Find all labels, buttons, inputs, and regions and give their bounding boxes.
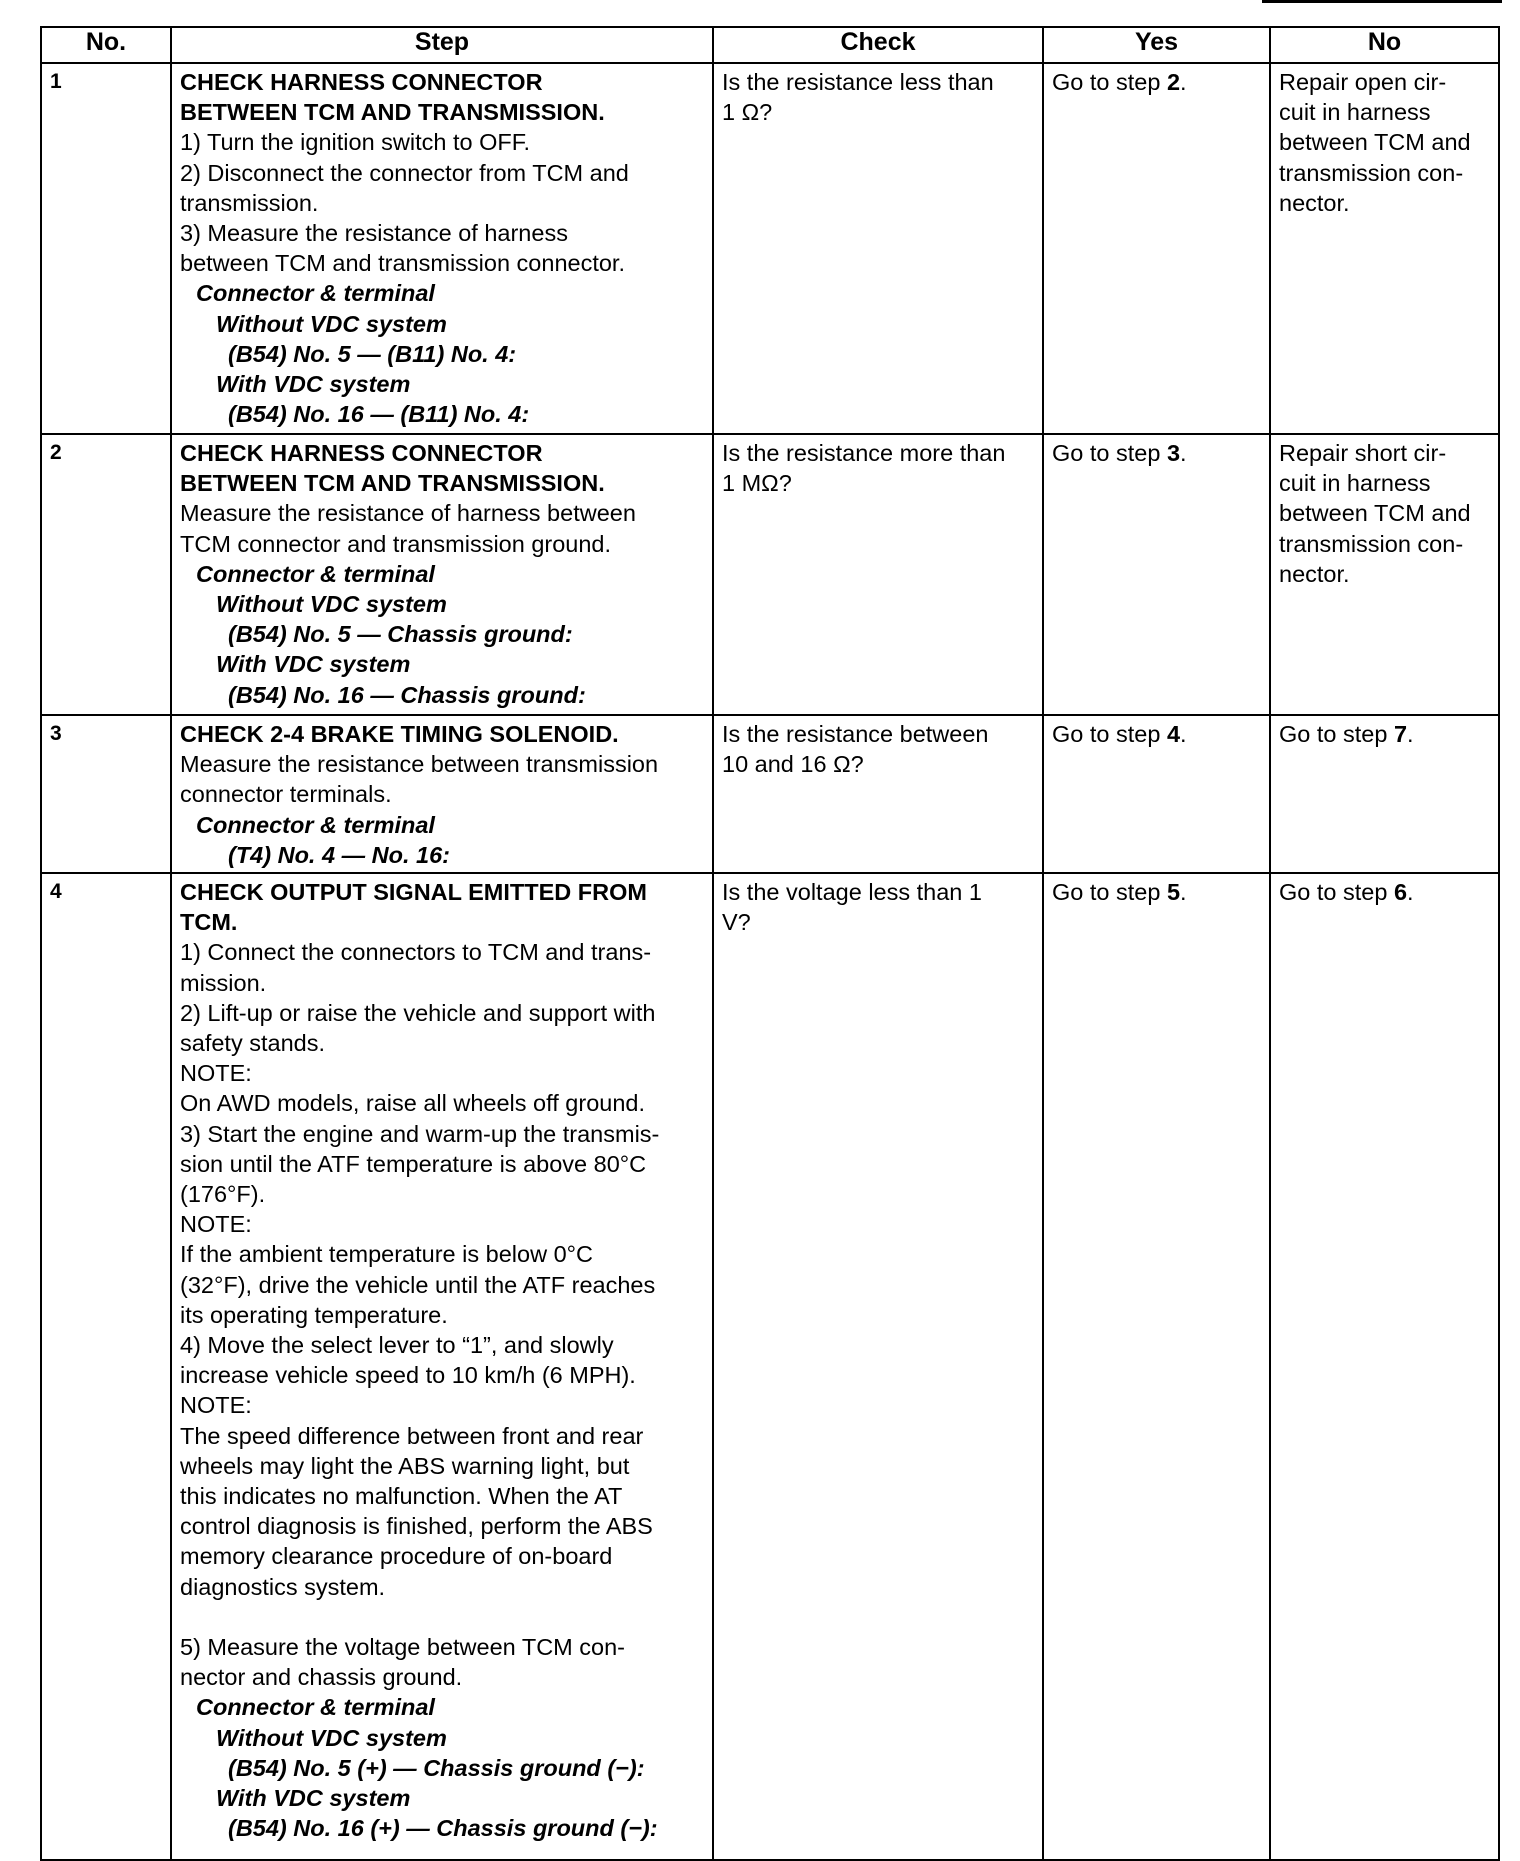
terminal-system: With VDC system [216,371,411,398]
step-line: 5) Measure the voltage between TCM con- [180,1633,625,1660]
step-line: 2) Disconnect the connector from TCM and [180,159,629,186]
yes-step-number: 3 [1166,440,1181,466]
step-title: CHECK HARNESS CONNECTOR [180,69,543,95]
terminal-system: Without VDC system [216,591,447,618]
step-title: CHECK OUTPUT SIGNAL EMITTED FROM [180,879,647,906]
terminal-system: With VDC system [216,651,411,678]
yes-text-end: . [1180,879,1187,906]
step-number: 3 [41,715,171,873]
table-row [41,434,1499,715]
step-line: diagnostics system. [180,1573,386,1600]
step-line: 2) Lift-up or raise the vehicle and support with [180,999,656,1026]
step-line: NOTE: [180,1060,252,1087]
step-line: 1) Turn the ignition switch to OFF. [180,129,531,156]
step-line: On AWD models, raise all wheels off ground. [180,1090,645,1117]
no-cell [1270,715,1499,873]
step-line: TCM connector and transmission ground. [180,530,612,557]
table-row [41,715,1499,873]
terminal-label: Connector & terminal [196,560,435,587]
no-text: Go to step [1279,879,1394,906]
step-line: nector and chassis ground. [180,1664,463,1691]
header-no-action: No [1270,27,1499,63]
step-line: Measure the resistance between transmission [180,751,659,778]
no-step-number: 7 [1393,721,1408,747]
step-line: NOTE: [180,1392,252,1419]
blank-line [180,1602,704,1632]
step-title: BETWEEN TCM AND TRANSMISSION. [180,470,605,497]
step-cell [171,63,713,434]
yes-text: Go to step [1052,69,1167,95]
step-title: CHECK HARNESS CONNECTOR [180,440,543,466]
no-action-text: cuit in harness [1279,470,1431,497]
check-text: V? [722,909,751,936]
no-cell [1270,434,1499,715]
header-step: Step [171,27,713,63]
no-text-end: . [1407,721,1414,747]
step-cell [171,434,713,715]
terminal-system: With VDC system [216,1784,411,1811]
step-cell [171,715,713,873]
step-line: sion until the ATF temperature is above 80°C [180,1150,647,1177]
step-title: BETWEEN TCM AND TRANSMISSION. [180,99,605,126]
step-line: safety stands. [180,1030,325,1057]
step-line: (176°F). [180,1181,266,1208]
step-number: 1 [41,63,171,434]
no-action-text: nector. [1279,189,1350,216]
terminal-spec: (B54) No. 5 (+) — Chassis ground (−): [228,1754,645,1781]
header-rule [1262,0,1502,3]
yes-cell [1043,63,1270,434]
step-line: 1) Connect the connectors to TCM and trans- [180,939,652,966]
step-title: CHECK 2-4 BRAKE TIMING SOLENOID. [180,721,619,747]
step-line: NOTE: [180,1211,252,1238]
check-text: Is the resistance more than [722,440,1006,466]
check-text: Is the voltage less than 1 [722,879,982,906]
terminal-spec: (B54) No. 5 — Chassis ground: [228,621,573,648]
step-line: The speed difference between front and rear [180,1422,644,1449]
step-title: TCM. [180,909,238,936]
terminal-spec: (B54) No. 16 — Chassis ground: [228,681,586,708]
diagnostic-table [40,26,1500,1861]
step-line: (32°F), drive the vehicle until the ATF reaches [180,1271,656,1298]
step-line: memory clearance procedure of on-board [180,1543,613,1570]
header-row [41,27,1499,63]
no-action-text: Repair short cir- [1279,440,1447,466]
no-action-text: cuit in harness [1279,99,1431,126]
no-text-end: . [1407,879,1414,906]
yes-step-number: 2 [1166,69,1181,95]
table-row [41,63,1499,434]
check-text: 1 Ω? [722,99,773,126]
yes-cell [1043,873,1270,1860]
step-line: connector terminals. [180,781,392,808]
yes-text: Go to step [1052,879,1167,906]
table-row [41,873,1499,1860]
step-line: If the ambient temperature is below 0°C [180,1241,594,1268]
yes-cell [1043,434,1270,715]
check-text: Is the resistance between [722,721,989,747]
step-line: between TCM and transmission connector. [180,250,625,277]
yes-text: Go to step [1052,440,1167,466]
no-action-text: Repair open cir- [1279,69,1447,95]
no-action-text: transmission con- [1279,530,1464,557]
step-line: transmission. [180,189,319,216]
step-cell [171,873,713,1860]
no-action-text: transmission con- [1279,159,1464,186]
no-action-text: nector. [1279,560,1350,587]
no-text: Go to step [1279,721,1394,747]
step-number: 4 [41,873,171,1860]
step-line: this indicates no malfunction. When the AT [180,1483,623,1510]
yes-step-number: 5 [1166,879,1181,906]
check-text: Is the resistance less than [722,69,994,95]
terminal-spec: (T4) No. 4 — No. 16: [228,841,450,868]
terminal-system: Without VDC system [216,1724,447,1751]
header-check: Check [713,27,1043,63]
step-line: its operating temperature. [180,1301,448,1328]
step-line: increase vehicle speed to 10 km/h (6 MPH). [180,1362,636,1389]
check-cell [713,63,1043,434]
check-text: 1 MΩ? [722,470,792,497]
terminal-label: Connector & terminal [196,1694,435,1721]
yes-text-end: . [1180,69,1187,95]
no-cell [1270,63,1499,434]
yes-cell [1043,715,1270,873]
check-text: 10 and 16 Ω? [722,751,864,778]
step-number: 2 [41,434,171,715]
check-cell [713,434,1043,715]
yes-step-number: 4 [1166,721,1181,747]
no-step-number: 6 [1393,879,1408,906]
step-line: mission. [180,969,267,996]
step-line: control diagnosis is finished, perform the ABS [180,1513,653,1540]
yes-text-end: . [1180,721,1187,747]
no-action-text: between TCM and [1279,500,1471,527]
check-cell [713,715,1043,873]
terminal-label: Connector & terminal [196,811,435,838]
yes-text-end: . [1180,440,1187,466]
step-line: 4) Move the select lever to “1”, and slowly [180,1332,614,1359]
terminal-spec: (B54) No. 16 (+) — Chassis ground (−): [228,1815,658,1842]
step-line: wheels may light the ABS warning light, but [180,1452,630,1479]
terminal-system: Without VDC system [216,310,447,337]
no-cell [1270,873,1499,1860]
terminal-spec: (B54) No. 16 — (B11) No. 4: [228,401,530,428]
terminal-label: Connector & terminal [196,280,435,307]
step-line: Measure the resistance of harness between [180,500,636,527]
check-cell [713,873,1043,1860]
step-line: 3) Start the engine and warm-up the transmis- [180,1120,660,1147]
step-line: 3) Measure the resistance of harness [180,220,568,247]
header-yes: Yes [1043,27,1270,63]
no-action-text: between TCM and [1279,129,1471,156]
yes-text: Go to step [1052,721,1167,747]
header-no: No. [41,27,171,63]
terminal-spec: (B54) No. 5 — (B11) No. 4: [228,340,517,367]
